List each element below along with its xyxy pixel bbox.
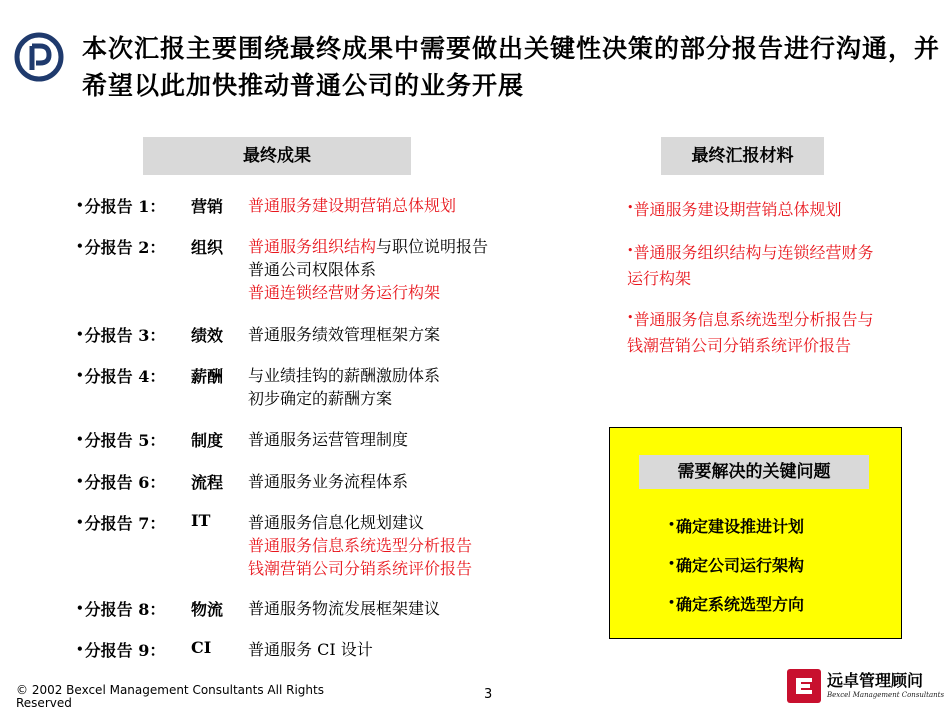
report-line-segment: 普通连锁经营财务运行构架 bbox=[248, 283, 441, 302]
report-line-segment: 普通服务信息系统选型分析报告 bbox=[248, 536, 473, 555]
brand-subtitle: Bexcel Management Consultants bbox=[827, 691, 945, 699]
key-issue-item: •确定公司运行架构 bbox=[668, 556, 805, 575]
report-number: •分报告 5： bbox=[76, 431, 166, 450]
report-line bbox=[248, 194, 456, 217]
report-lines bbox=[248, 597, 440, 620]
report-line-segment: 与职位说明报告 bbox=[376, 237, 489, 256]
report-topic: 制度 bbox=[191, 431, 224, 450]
report-line bbox=[248, 258, 488, 281]
report-line bbox=[248, 511, 472, 534]
copyright-text: © 2002 Bexcel Management Consultants All Rights Reserved bbox=[16, 683, 324, 710]
report-lines bbox=[248, 364, 440, 410]
report-line-segment: 普通服务物流发展框架建议 bbox=[248, 599, 441, 618]
report-line-segment: 普通服务信息化规划建议 bbox=[248, 513, 425, 532]
report-topic: 物流 bbox=[191, 600, 224, 619]
report-number: •分报告 4： bbox=[76, 367, 166, 386]
report-line-segment: 普通服务组织结构 bbox=[248, 237, 377, 256]
key-issue-item: •确定建设推进计划 bbox=[668, 517, 805, 536]
report-topic: 流程 bbox=[191, 473, 224, 492]
report-line bbox=[248, 638, 373, 661]
report-number: •分报告 1： bbox=[76, 197, 166, 216]
report-number: •分报告 2： bbox=[76, 238, 166, 257]
material-item: •普通服务组织结构与连锁经营财务运行构架 bbox=[627, 243, 874, 288]
report-number: •分报告 3： bbox=[76, 326, 166, 345]
report-number: •分报告 8： bbox=[76, 600, 166, 619]
report-lines bbox=[248, 323, 440, 346]
report-line bbox=[248, 534, 472, 557]
final-materials-header: 最终汇报材料 bbox=[661, 137, 824, 175]
final-results-header: 最终成果 bbox=[143, 137, 411, 175]
report-line-segment: 普通公司权限体系 bbox=[248, 260, 377, 279]
key-issue-item: •确定系统选型方向 bbox=[668, 595, 805, 614]
materials-list bbox=[627, 198, 889, 375]
report-line bbox=[248, 597, 440, 620]
brand-logo bbox=[787, 667, 945, 705]
page-title: 本次汇报主要围绕最终成果中需要做出关键性决策的部分报告进行沟通，并希望以此加快推动普通公司的业务开展 bbox=[82, 34, 941, 100]
material-item: •普通服务建设期营销总体规划 bbox=[627, 200, 842, 219]
report-line-segment: 普通服务运营管理制度 bbox=[248, 430, 409, 449]
report-topic: 绩效 bbox=[191, 326, 224, 345]
report-number: •分报告 6： bbox=[76, 473, 166, 492]
report-line-segment: 普通服务绩效管理框架方案 bbox=[248, 325, 441, 344]
report-line-segment: 钱潮营销公司分销系统评价报告 bbox=[248, 559, 473, 578]
report-number: •分报告 9： bbox=[76, 641, 166, 660]
report-lines bbox=[248, 194, 456, 217]
report-line-segment: 初步确定的薪酬方案 bbox=[248, 389, 393, 408]
key-issues-header: 需要解决的关键问题 bbox=[639, 455, 869, 489]
report-lines bbox=[248, 470, 408, 493]
brand-name: 远卓管理顾问 bbox=[827, 671, 924, 690]
report-topic: 薪酬 bbox=[191, 367, 224, 386]
report-line bbox=[248, 387, 440, 410]
page-number: 3 bbox=[484, 687, 493, 702]
report-line bbox=[248, 281, 488, 304]
company-logo-icon bbox=[14, 32, 64, 82]
report-line-segment: 普通服务业务流程体系 bbox=[248, 472, 409, 491]
material-item: •普通服务信息系统选型分析报告与钱潮营销公司分销系统评价报告 bbox=[627, 310, 874, 355]
report-lines bbox=[248, 511, 472, 580]
report-line bbox=[248, 428, 408, 451]
report-line bbox=[248, 557, 472, 580]
report-lines bbox=[248, 235, 488, 304]
report-line-segment: 与业绩挂钩的薪酬激励体系 bbox=[248, 366, 441, 385]
report-lines bbox=[248, 638, 373, 661]
brand-mark-icon bbox=[787, 669, 821, 703]
key-issues-box bbox=[609, 427, 902, 639]
report-line bbox=[248, 323, 440, 346]
report-topic: IT bbox=[191, 511, 211, 530]
report-topic: 营销 bbox=[191, 197, 224, 216]
report-line bbox=[248, 364, 440, 387]
report-number: •分报告 7： bbox=[76, 514, 166, 533]
report-topic: 组织 bbox=[191, 238, 224, 257]
report-line-segment: 普通服务 CI 设计 bbox=[248, 640, 373, 659]
report-line bbox=[248, 470, 408, 493]
report-line-segment: 普通服务建设期营销总体规划 bbox=[248, 196, 457, 215]
report-topic: CI bbox=[191, 638, 212, 657]
report-line bbox=[248, 235, 488, 258]
report-lines bbox=[248, 428, 408, 451]
